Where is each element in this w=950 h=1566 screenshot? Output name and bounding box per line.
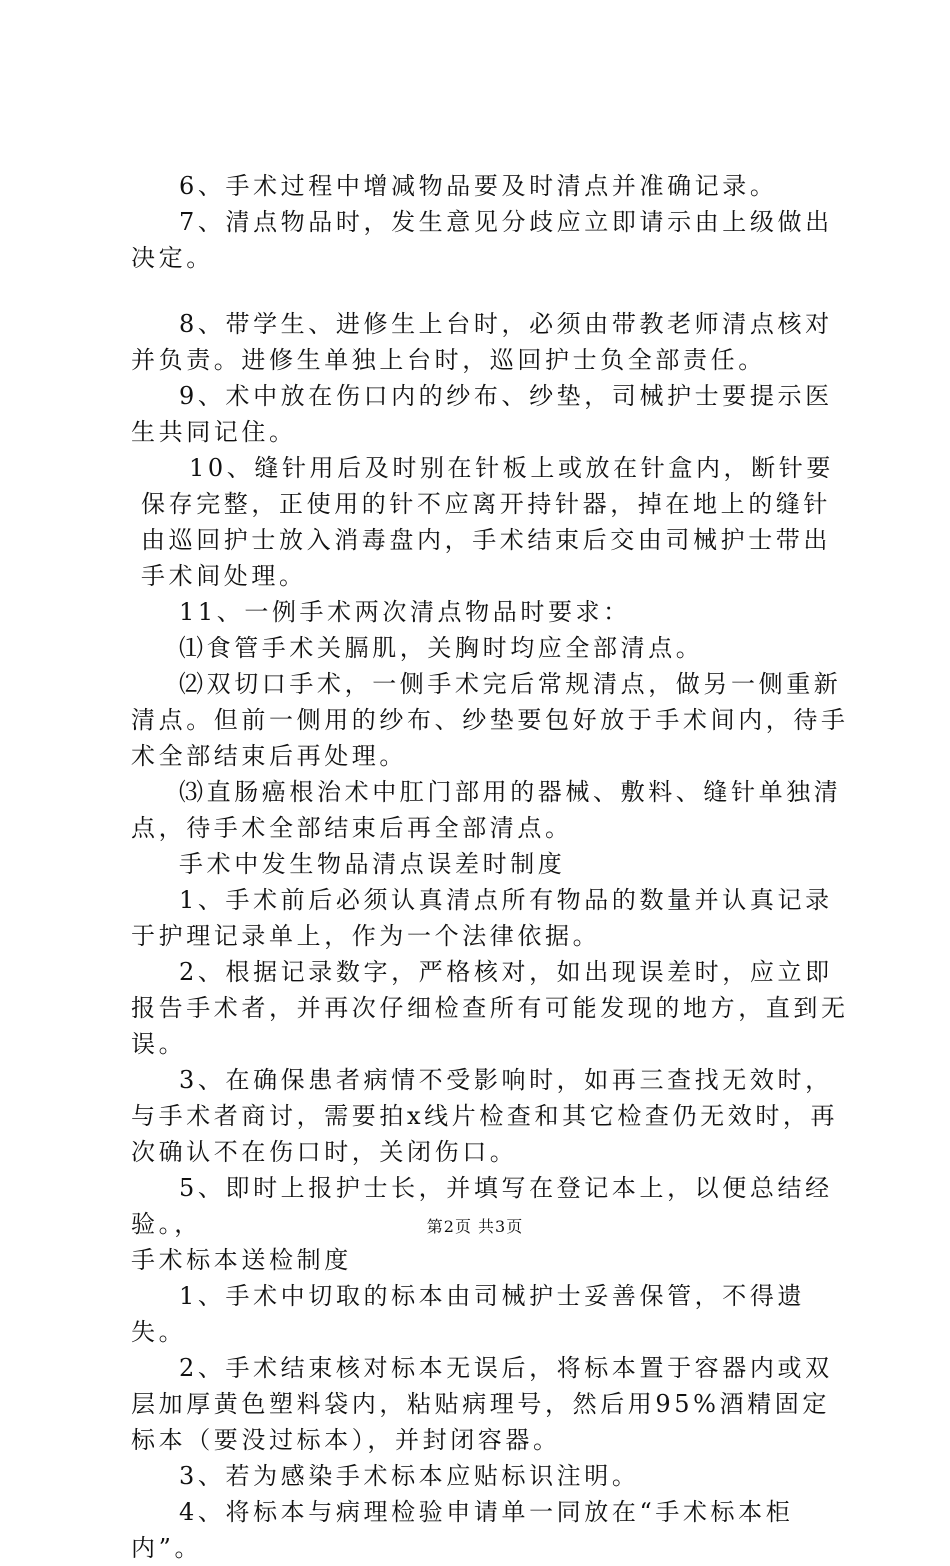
paragraph-item-8: 8、带学生、进修生上台时，必须由带教老师清点核对并负责。进修生单独上台时，巡回护士负全部责任。: [131, 310, 833, 374]
error-rule-1: 1、手术前后必须认真清点所有物品的数量并认真记录于护理记录单上，作为一个法律依据。: [131, 886, 833, 950]
section-heading-specimen: 手术标本送检制度: [131, 1246, 352, 1274]
section-heading-count-error: 手术中发生物品清点误差时制度: [179, 850, 566, 878]
paragraph-item-7: 7、清点物品时，发生意见分歧应立即请示由上级做出决定。: [131, 208, 833, 272]
subitem-3: ⑶直肠癌根治术中肛门部用的器械、敷料、缝针单独清点，待手术全部结束后再全部清点。: [131, 778, 842, 842]
error-rule-2: 2、根据记录数字，严格核对，如出现误差时，应立即报告手术者，并再次仔细检查所有可能发现的地方，直到无误。: [131, 958, 849, 1058]
document-body: [131, 168, 851, 1566]
paragraph-item-10: 10、缝针用后及时别在针板上或放在针盒内，断针要保存完整，正使用的针不应离开持针器，掉在地上的缝针由巡回护士放入消毒盘内，手术结束后交由司械护士带出手术间处理。: [141, 454, 834, 590]
page-footer: 第2页 共3页: [426, 1217, 524, 1236]
paragraph-item-11: 11、一例手术两次清点物品时要求：: [179, 598, 631, 626]
paragraph-item-9: 9、术中放在伤口内的纱布、纱垫，司械护士要提示医生共同记住。: [131, 382, 833, 446]
paragraph-item-6: 6、手术过程中增减物品要及时清点并准确记录。: [179, 172, 778, 200]
subitem-1: ⑴食管手术关膈肌，关胸时均应全部清点。: [179, 634, 704, 662]
subitem-2: ⑵双切口手术，一侧手术完后常规清点，做另一侧重新清点。但前一侧用的纱布、纱垫要包好放于手术间内，待手术全部结束后再处理。: [131, 670, 849, 770]
specimen-rule-1: 1、手术中切取的标本由司械护士妥善保管，不得遗失。: [131, 1282, 806, 1346]
specimen-rule-2: 2、手术结束核对标本无误后，将标本置于容器内或双层加厚黄色塑料袋内，粘贴病理号，然后用95%酒精固定标本（要没过标本），并封闭容器。: [131, 1354, 833, 1454]
specimen-rule-4: 4、将标本与病理检验申请单一同放在“手术标本柜内”。: [131, 1498, 794, 1562]
error-rule-5: 5、即时上报护士长，并填写在登记本上，以便总结经验。，: [131, 1174, 833, 1238]
error-rule-3: 3、在确保患者病情不受影响时，如再三查找无效时，与手术者商讨，需要拍x线片检查和其它检查仍无效时，再次确认不在伤口时，关闭伤口。: [131, 1066, 839, 1166]
specimen-rule-3: 3、若为感染手术标本应贴标识注明。: [179, 1462, 640, 1490]
